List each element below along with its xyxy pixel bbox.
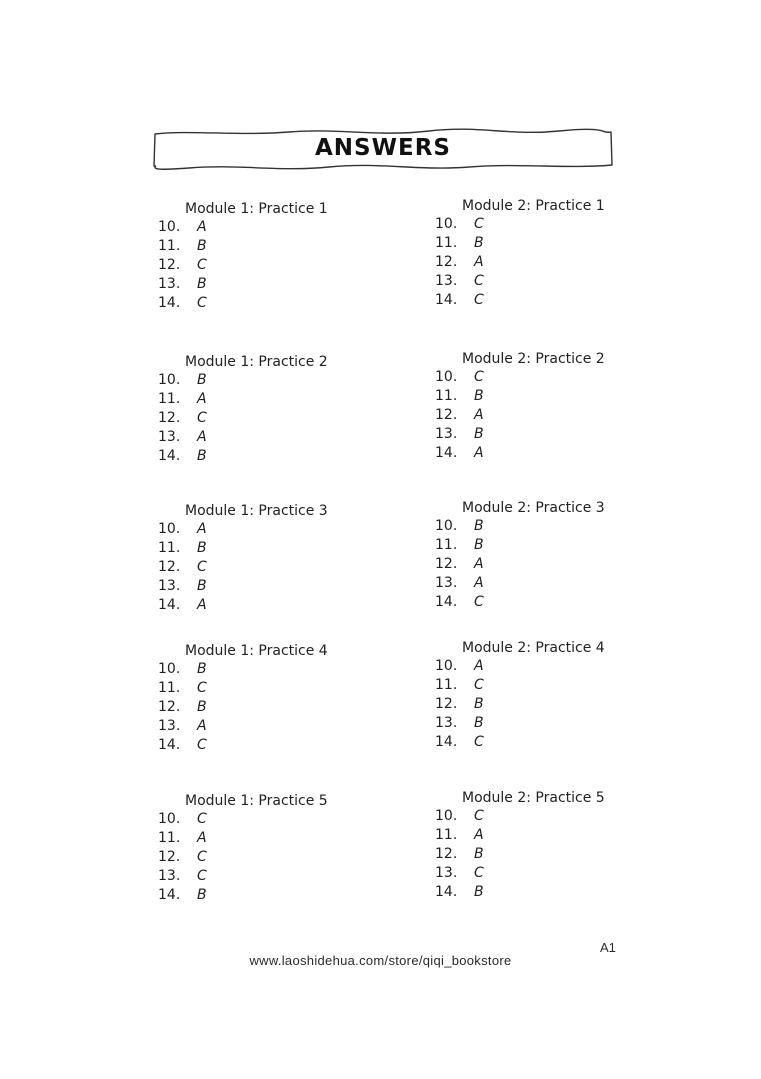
page-title: ANSWERS — [315, 135, 451, 161]
answer-letter: C — [197, 680, 207, 696]
answer-letter: C — [474, 273, 484, 289]
answer-letter: B — [197, 238, 207, 254]
answer-row — [435, 444, 655, 463]
section-title: Module 1: Practice 3 — [185, 503, 328, 519]
answer-letter: B — [474, 518, 484, 534]
question-number: 12. — [158, 257, 181, 273]
answer-letter: A — [474, 658, 484, 674]
answer-row — [158, 886, 378, 905]
section-title: Module 1: Practice 1 — [185, 201, 328, 217]
answer-row — [158, 867, 378, 886]
question-number: 11. — [158, 391, 181, 407]
answer-row — [158, 539, 378, 558]
answer-row — [435, 657, 655, 676]
question-number: 10. — [158, 372, 181, 388]
answer-letter: C — [197, 295, 207, 311]
answer-letter: B — [197, 661, 207, 677]
question-number: 10. — [435, 216, 458, 232]
question-number: 14. — [435, 884, 458, 900]
answer-letter: B — [197, 372, 207, 388]
answer-letter: B — [474, 715, 484, 731]
question-number: 11. — [435, 388, 458, 404]
answer-letter: C — [197, 811, 207, 827]
answer-row — [158, 428, 378, 447]
answer-row — [435, 234, 655, 253]
answer-letter: A — [197, 391, 207, 407]
question-number: 14. — [435, 292, 458, 308]
answer-row — [158, 256, 378, 275]
answer-letter: B — [197, 578, 207, 594]
answer-row — [158, 371, 378, 390]
answer-letter: C — [197, 868, 207, 884]
question-number: 11. — [158, 830, 181, 846]
section-title: Module 1: Practice 5 — [185, 793, 328, 809]
answer-row — [435, 676, 655, 695]
answer-row — [435, 406, 655, 425]
question-number: 14. — [158, 295, 181, 311]
answer-section — [435, 197, 655, 310]
answer-letter: C — [474, 865, 484, 881]
question-number: 13. — [435, 273, 458, 289]
answer-letter: A — [474, 556, 484, 572]
question-number: 11. — [435, 537, 458, 553]
answer-row — [435, 517, 655, 536]
section-title: Module 2: Practice 3 — [462, 500, 605, 516]
answer-letter: B — [474, 388, 484, 404]
answer-row — [435, 253, 655, 272]
answer-section — [158, 353, 378, 466]
answer-row — [158, 275, 378, 294]
section-title: Module 1: Practice 2 — [185, 354, 328, 370]
question-number: 13. — [435, 575, 458, 591]
answer-row — [435, 826, 655, 845]
answer-row — [435, 807, 655, 826]
answer-row — [435, 574, 655, 593]
answer-letter: C — [197, 559, 207, 575]
answer-row — [435, 845, 655, 864]
answer-row — [158, 848, 378, 867]
question-number: 12. — [435, 696, 458, 712]
question-number: 11. — [435, 677, 458, 693]
question-number: 11. — [158, 680, 181, 696]
answer-letter: B — [197, 276, 207, 292]
question-number: 10. — [435, 369, 458, 385]
answer-row — [158, 390, 378, 409]
question-number: 11. — [435, 827, 458, 843]
question-number: 12. — [435, 556, 458, 572]
answer-letter: A — [474, 827, 484, 843]
question-number: 10. — [158, 219, 181, 235]
answer-letter: B — [197, 887, 207, 903]
answer-row — [158, 409, 378, 428]
question-number: 12. — [158, 849, 181, 865]
question-number: 10. — [158, 811, 181, 827]
question-number: 14. — [435, 734, 458, 750]
answer-letter: C — [474, 369, 484, 385]
question-number: 14. — [158, 887, 181, 903]
question-number: 13. — [158, 276, 181, 292]
answer-row — [435, 864, 655, 883]
answer-row — [435, 695, 655, 714]
answer-letter: B — [197, 699, 207, 715]
answer-letter: B — [474, 426, 484, 442]
answer-letter: A — [474, 445, 484, 461]
answer-letter: A — [197, 521, 207, 537]
answer-letter: B — [474, 537, 484, 553]
question-number: 11. — [158, 238, 181, 254]
answer-row — [158, 237, 378, 256]
answer-letter: B — [474, 696, 484, 712]
question-number: 10. — [158, 661, 181, 677]
answer-letter: A — [197, 830, 207, 846]
question-number: 14. — [158, 448, 181, 464]
answer-letter: C — [474, 292, 484, 308]
answer-letter: A — [197, 429, 207, 445]
answer-letter: C — [474, 677, 484, 693]
question-number: 10. — [435, 658, 458, 674]
answer-row — [435, 536, 655, 555]
page-number-label: A1 — [600, 940, 616, 955]
answer-row — [435, 368, 655, 387]
question-number: 13. — [158, 429, 181, 445]
answer-row — [158, 294, 378, 313]
answer-letter: B — [197, 448, 207, 464]
answers-title-box — [149, 126, 617, 172]
answer-row — [435, 883, 655, 902]
answer-letter: C — [197, 849, 207, 865]
answer-section — [435, 639, 655, 752]
answer-section — [158, 792, 378, 905]
answer-letter: B — [474, 846, 484, 862]
answer-row — [435, 733, 655, 752]
answer-row — [158, 577, 378, 596]
answer-row — [158, 558, 378, 577]
answer-letter: C — [197, 737, 207, 753]
answer-row — [435, 593, 655, 612]
question-number: 12. — [158, 699, 181, 715]
answer-section — [435, 789, 655, 902]
section-title: Module 2: Practice 1 — [462, 198, 605, 214]
answer-letter: C — [197, 410, 207, 426]
answer-letter: C — [474, 734, 484, 750]
question-number: 12. — [435, 846, 458, 862]
store-url: www.laoshidehua.com/store/qiqi_bookstore — [249, 953, 512, 968]
answer-row — [158, 717, 378, 736]
section-title: Module 2: Practice 5 — [462, 790, 605, 806]
question-number: 13. — [158, 578, 181, 594]
answer-row — [158, 218, 378, 237]
question-number: 10. — [158, 521, 181, 537]
answer-row — [435, 425, 655, 444]
answer-row — [158, 810, 378, 829]
answer-row — [158, 520, 378, 539]
answer-row — [435, 387, 655, 406]
answer-section — [435, 350, 655, 463]
answer-row — [158, 596, 378, 615]
answer-letter: A — [197, 219, 207, 235]
section-title: Module 1: Practice 4 — [185, 643, 328, 659]
question-number: 10. — [435, 518, 458, 534]
answer-row — [435, 291, 655, 310]
answer-letter: A — [197, 718, 207, 734]
answer-letter: B — [474, 884, 484, 900]
answer-row — [158, 829, 378, 848]
answer-letter: B — [197, 540, 207, 556]
question-number: 14. — [158, 737, 181, 753]
answer-row — [158, 660, 378, 679]
question-number: 13. — [435, 426, 458, 442]
answer-row — [158, 698, 378, 717]
answer-row — [158, 447, 378, 466]
answer-letter: A — [197, 597, 207, 613]
question-number: 14. — [435, 445, 458, 461]
answer-letter: A — [474, 575, 484, 591]
answer-letter: C — [474, 216, 484, 232]
answer-row — [158, 736, 378, 755]
question-number: 14. — [435, 594, 458, 610]
answer-letter: B — [474, 235, 484, 251]
answer-letter: C — [197, 257, 207, 273]
section-title: Module 2: Practice 4 — [462, 640, 605, 656]
question-number: 13. — [158, 868, 181, 884]
answer-letter: C — [474, 808, 484, 824]
answer-letter: C — [474, 594, 484, 610]
answer-letter: A — [474, 254, 484, 270]
answer-section — [158, 642, 378, 755]
answer-section — [435, 499, 655, 612]
question-number: 12. — [158, 410, 181, 426]
question-number: 11. — [435, 235, 458, 251]
question-number: 10. — [435, 808, 458, 824]
answer-section — [158, 502, 378, 615]
question-number: 13. — [435, 715, 458, 731]
question-number: 14. — [158, 597, 181, 613]
question-number: 12. — [435, 407, 458, 423]
answer-row — [435, 714, 655, 733]
answer-row — [158, 679, 378, 698]
question-number: 12. — [158, 559, 181, 575]
question-number: 11. — [158, 540, 181, 556]
answer-row — [435, 215, 655, 234]
question-number: 13. — [435, 865, 458, 881]
answer-row — [435, 555, 655, 574]
section-title: Module 2: Practice 2 — [462, 351, 605, 367]
answer-section — [158, 200, 378, 313]
question-number: 13. — [158, 718, 181, 734]
answer-row — [435, 272, 655, 291]
question-number: 12. — [435, 254, 458, 270]
answer-letter: A — [474, 407, 484, 423]
